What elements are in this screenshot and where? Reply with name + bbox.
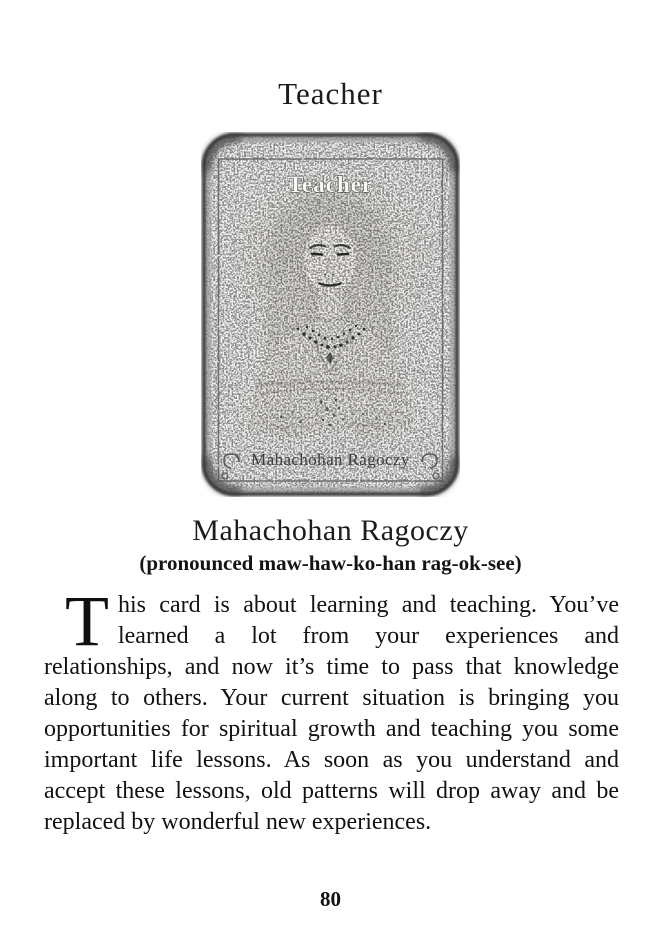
card-name-caption: Mahachohan Ragoczy bbox=[192, 514, 469, 547]
card-name-text: Mahachohan Ragoczy bbox=[251, 450, 410, 469]
oracle-card bbox=[201, 132, 460, 502]
page-title: Teacher bbox=[278, 76, 383, 111]
body-paragraph-text: his card is about learning and teaching. You’ve learned a lot from your experiences and relationships, and now it’s time to pass that knowledge along to others. Your current situation is bringing you opportunities for spiritual growth and teaching you some important life lessons. As soon as you understand and accept these lessons, old patterns will drop away and be replaced by wonderful new experiences. bbox=[44, 592, 619, 835]
pronunciation-text: maw-haw-ko-han rag-ok-see) bbox=[258, 551, 522, 575]
page-number: 80 bbox=[320, 887, 341, 911]
card-illustration bbox=[201, 132, 460, 497]
pronunciation-line bbox=[0, 551, 661, 576]
card-title-text: Teacher bbox=[287, 172, 374, 197]
body-paragraph bbox=[44, 581, 619, 838]
pronounced-prefix: (pronounced bbox=[139, 551, 259, 575]
drop-cap: T bbox=[65, 581, 109, 661]
